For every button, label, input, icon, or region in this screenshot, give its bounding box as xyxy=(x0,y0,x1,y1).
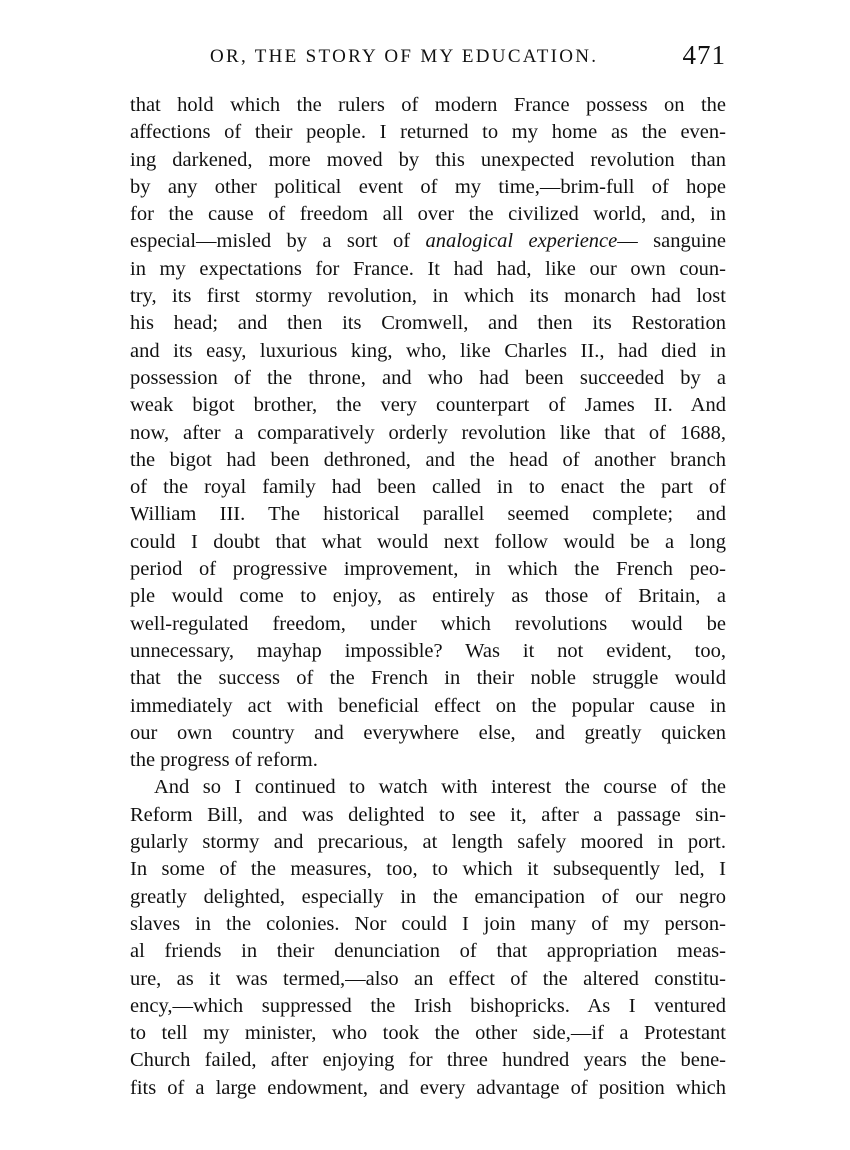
text-line: try, its first stormy revolution, in which its monarch had lost xyxy=(130,285,726,308)
text-line: affections of their people. I returned to my home as the even- xyxy=(130,121,726,144)
text-line: now, after a comparatively orderly revolution like that of 1688, xyxy=(130,421,726,444)
text-line: and its easy, luxurious king, who, like Charles II., had died in xyxy=(130,339,726,362)
text-line: to tell my minister, who took the other side,—if a Protestant xyxy=(130,1022,726,1045)
text-line: weak bigot brother, the very counterpart of James II. And xyxy=(130,394,726,417)
text-line: ency,—which suppressed the Irish bishopricks. As I ventured xyxy=(130,994,726,1017)
text-line: ure, as it was termed,—also an effect of the altered constitu- xyxy=(130,967,726,990)
text-fragment: especial—misled by a sort of xyxy=(130,230,426,253)
text-line: of the royal family had been called in to enact the part of xyxy=(130,476,726,499)
text-line: In some of the measures, too, to which it subsequently led, I xyxy=(130,858,726,881)
text-line: William III. The historical parallel seemed complete; and xyxy=(130,503,726,526)
text-fragment: — sanguine xyxy=(617,230,727,253)
text-line: gularly stormy and precarious, at length safely moored in port. xyxy=(130,831,726,854)
text-line: in my expectations for France. It had had, like our own coun- xyxy=(130,257,726,280)
text-line: the bigot had been dethroned, and the head of another branch xyxy=(130,448,726,471)
italic-phrase: analogical experience xyxy=(425,230,618,253)
text-line: greatly delighted, especially in the emancipation of our negro xyxy=(130,885,726,908)
text-line: slaves in the colonies. Nor could I join many of my person- xyxy=(130,912,726,935)
text-line: his head; and then its Cromwell, and then its Restoration xyxy=(130,312,726,335)
text-line: possession of the throne, and who had been succeeded by a xyxy=(130,366,726,389)
text-line: our own country and everywhere else, and greatly quicken xyxy=(130,721,726,744)
running-head xyxy=(130,40,730,74)
body-text xyxy=(130,92,726,1102)
page-number: 471 xyxy=(682,40,726,70)
text-line: by any other political event of my time,—brim-full of hope xyxy=(130,175,726,198)
text-line: Church failed, after enjoying for three hundred years the bene- xyxy=(130,1049,726,1072)
text-line: the progress of reform. xyxy=(130,749,318,772)
text-line: Reform Bill, and was delighted to see it, after a passage sin- xyxy=(130,803,726,826)
text-line: fits of a large endowment, and every advantage of position which xyxy=(130,1076,726,1099)
running-title: OR, THE STORY OF MY EDUCATION. xyxy=(210,46,599,67)
text-line: could I doubt that what would next follow would be a long xyxy=(130,530,726,553)
text-line: that the success of the French in their noble struggle would xyxy=(130,667,726,690)
text-line: al friends in their denunciation of that appropriation meas- xyxy=(130,940,726,963)
paragraph-start-line: And so I continued to watch with interest the course of the xyxy=(154,776,726,799)
text-line: that hold which the rulers of modern France possess on the xyxy=(130,94,726,116)
text-line: for the cause of freedom all over the civilized world, and, in xyxy=(130,203,726,226)
text-line: immediately act with beneficial effect on the popular cause in xyxy=(130,694,726,717)
text-line: unnecessary, mayhap impossible? Was it not evident, too, xyxy=(130,639,726,662)
text-line: ing darkened, more moved by this unexpected revolution than xyxy=(130,148,726,171)
text-line-mixed xyxy=(130,228,726,255)
text-line: period of progressive improvement, in which the French peo- xyxy=(130,558,726,581)
text-line: ple would come to enjoy, as entirely as those of Britain, a xyxy=(130,585,726,608)
text-line: well-regulated freedom, under which revolutions would be xyxy=(130,612,726,635)
